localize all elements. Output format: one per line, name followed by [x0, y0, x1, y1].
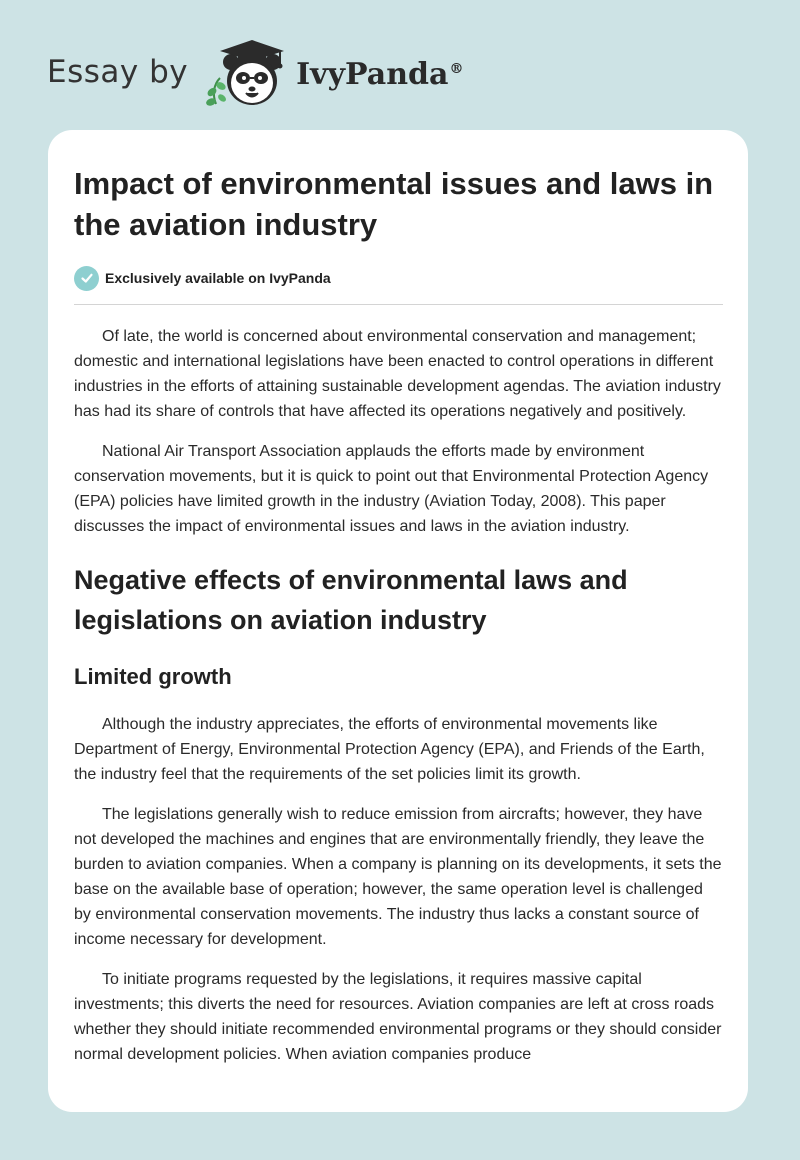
brand-name — [296, 57, 463, 92]
exclusive-badge-text: Exclusively available on IvyPanda — [105, 270, 331, 286]
section-heading: Negative effects of environmental laws and legislations on aviation industry — [74, 565, 628, 635]
subsection-heading: Limited growth — [74, 664, 232, 689]
brand-name-text: IvyPanda — [296, 56, 449, 92]
body-paragraph: Of late, the world is concerned about environmental conservation and management; domestic and international legislations have been enacted to control operations in different industries in the efforts of attaining sustainable development agendas. The aviation industry has had its share of controls that have affected its operations negatively and positively. — [74, 328, 721, 420]
divider — [74, 304, 723, 305]
body-paragraph: Although the industry appreciates, the efforts of environmental movements like Department of Energy, Environmental Protection Agency (EPA), and Friends of the Earth, the industry feel that the requirements of the set policies limit its growth. — [74, 716, 705, 783]
essay-content — [74, 163, 724, 1067]
exclusive-badge — [74, 265, 724, 291]
body-paragraph: The legislations generally wish to reduce emission from aircrafts; however, they have not developed the machines and engines that are environmentally friendly, they leave the burden to aviation companies. When a company is planning on its developments, it sets the base on the available base of operation; however, the same operation level is challenged by environmental conservation movements. The industry thus lacks a constant source of income necessary for development. — [74, 806, 722, 948]
body-paragraph: National Air Transport Association applauds the efforts made by environment conservation movements, but it is quick to point out that Environmental Protection Agency (EPA) policies have limited growth in the industry (Aviation Today, 2008). This paper discusses the impact of environmental issues and laws in the aviation industry. — [74, 443, 709, 535]
panda-logo-icon — [202, 34, 294, 110]
site-header — [47, 34, 463, 110]
page-title: Impact of environmental issues and laws in the aviation industry — [74, 166, 714, 242]
registered-mark: ® — [449, 60, 464, 77]
check-circle-icon — [74, 266, 99, 291]
essay-by-label: Essay by — [47, 54, 189, 90]
essay-card — [48, 130, 748, 1112]
body-paragraph: To initiate programs requested by the legislations, it requires massive capital investments; this diverts the need for resources. Aviation companies are left at cross roads whether they should initiate recommended environmental programs or they should consider normal development policies. When aviation companies produce — [74, 971, 722, 1063]
